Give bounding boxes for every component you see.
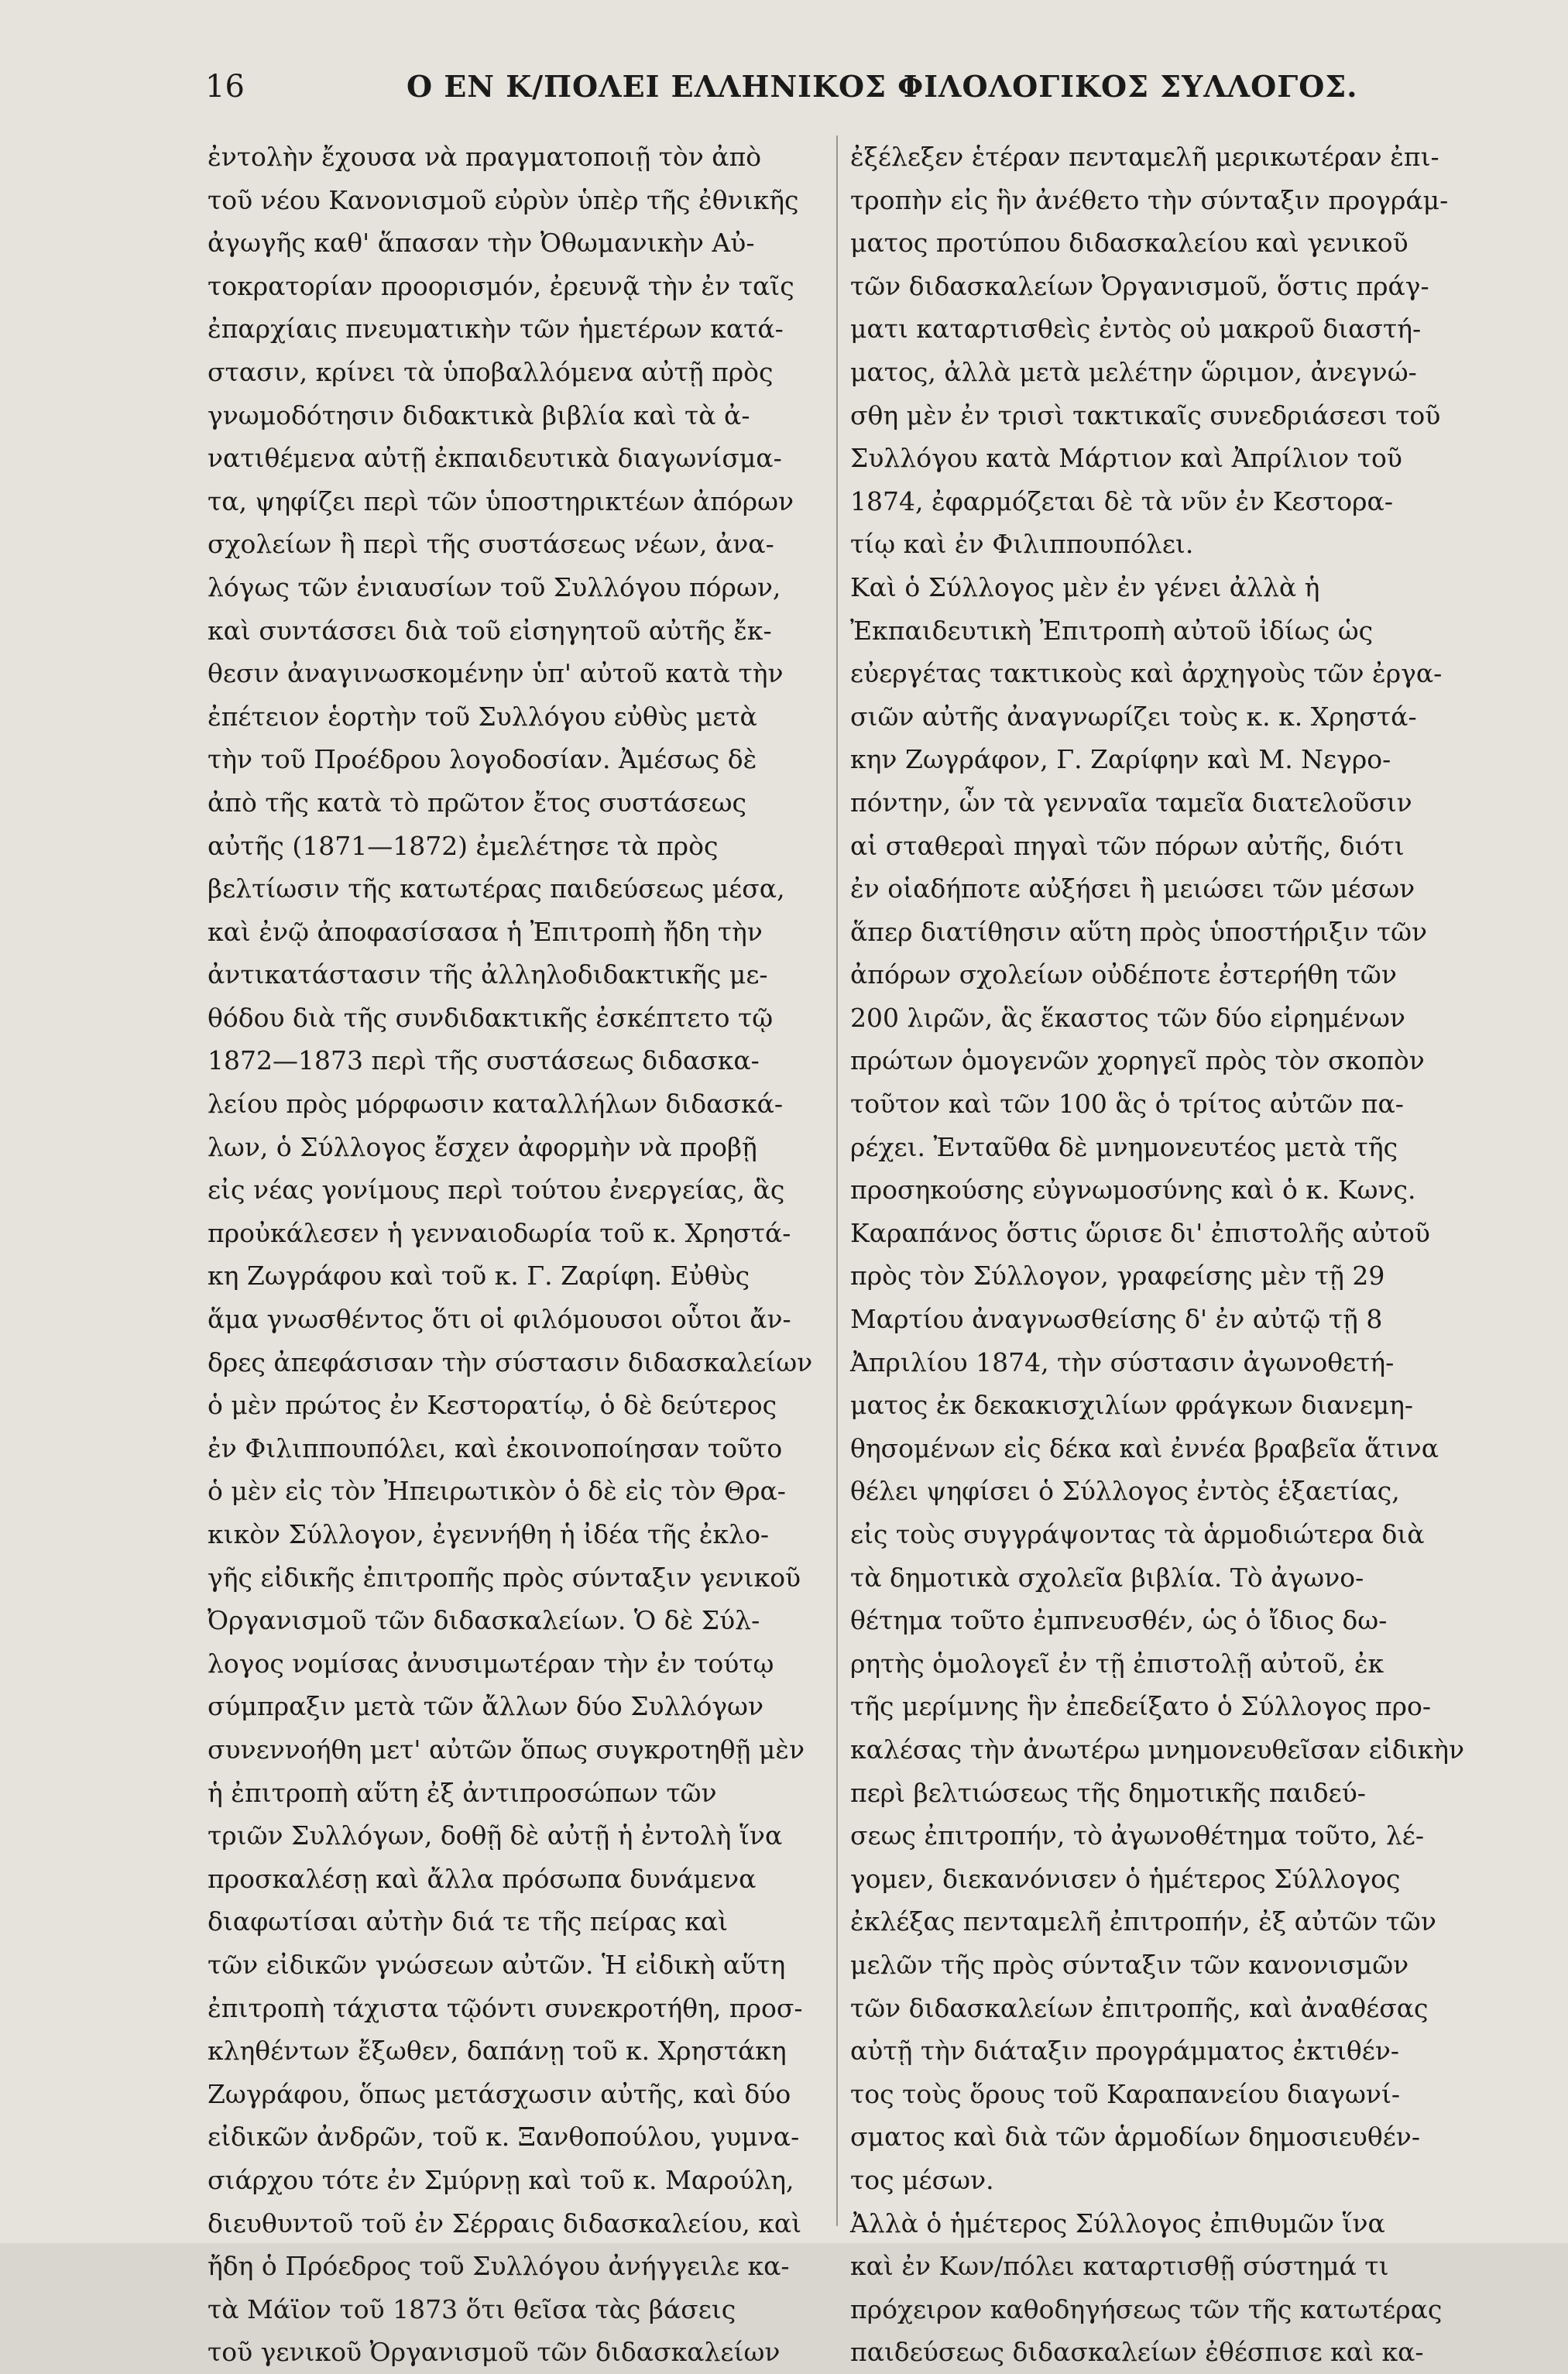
text-line: τος μέσων. — [850, 2164, 994, 2195]
text-line: Καὶ ὁ Σύλλογος μὲν ἐν γένει ἀλλὰ ἡ — [850, 571, 1320, 602]
page-header — [174, 63, 1491, 110]
left-column — [208, 136, 827, 2374]
text-line: τοῦ νέου Κανονισμοῦ εὐρὺν ὑπὲρ τῆς ἐθνικῆς — [208, 184, 799, 215]
text-line: ἅπερ διατίθησιν αὕτη πρὸς ὑποστήριξιν τῶν — [850, 916, 1428, 947]
text-line: αὐτῆς (1871—1872) ἐμελέτησε τὰ πρὸς — [208, 830, 719, 861]
text-line: εἰδικῶν ἀνδρῶν, τοῦ κ. Ξανθοπούλου, γυμνα- — [208, 2122, 800, 2153]
text-line: θέτημα τοῦτο ἐμπνευσθέν, ὡς ὁ ἴδιος δω- — [850, 1605, 1388, 1636]
text-line: ἐν οἱαδήποτε αὐξήσει ἢ μειώσει τῶν μέσων — [850, 873, 1415, 904]
text-line: καὶ συντάσσει διὰ τοῦ εἰσηγητοῦ αὐτῆς ἔκ- — [208, 615, 772, 646]
column-divider — [836, 136, 838, 2226]
text-line: ἐκλέξας πενταμελῆ ἐπιτροπήν, ἐξ αὐτῶν τῶν — [850, 1906, 1436, 1937]
text-line: τροπὴν εἰς ἣν ἀνέθετο τὴν σύνταξιν προγράμ- — [850, 184, 1449, 215]
text-line: θεσιν ἀναγινωσκομένην ὑπ' αὐτοῦ κατὰ τὴν — [208, 658, 784, 689]
text-line: τὴν τοῦ Προέδρου λογοδοσίαν. Ἀμέσως δὲ — [208, 744, 757, 775]
text-line: βελτίωσιν τῆς κατωτέρας παιδεύσεως μέσα, — [208, 873, 785, 904]
text-line: ἐν Φιλιππουπόλει, καὶ ἐκοινοποίησαν τοῦτο — [208, 1432, 783, 1463]
text-line: σύμπραξιν μετὰ τῶν ἄλλων δύο Συλλόγων — [208, 1691, 764, 1722]
text-line: εὐεργέτας τακτικοὺς καὶ ἀρχηγοὺς τῶν ἐργα- — [850, 658, 1443, 689]
text-line: πρόχειρον καθοδηγήσεως τῶν τῆς κατωτέρας — [850, 2293, 1443, 2324]
text-line: τῶν διδασκαλείων Ὀργανισμοῦ, ὅστις πράγ- — [850, 270, 1429, 301]
text-line: κικὸν Σύλλογον, ἐγεννήθη ἡ ἰδέα τῆς ἐκλο- — [208, 1519, 770, 1549]
text-line: τίῳ καὶ ἐν Φιλιππουπόλει. — [850, 529, 1194, 560]
text-line: θησομένων εἰς δέκα καὶ ἐννέα βραβεῖα ἅτινα — [850, 1432, 1439, 1463]
text-line: 200 λιρῶν, ἃς ἕκαστος τῶν δύο εἰρημένων — [850, 1002, 1405, 1033]
text-line: ἡ ἐπιτροπὴ αὕτη ἐξ ἀντιπροσώπων τῶν — [208, 1777, 717, 1808]
text-line: ματος προτύπου διδασκαλείου καὶ γενικοῦ — [850, 228, 1408, 259]
text-line: ματος, ἀλλὰ μετὰ μελέτην ὥριμον, ἀνεγνώ- — [850, 356, 1417, 387]
text-line: σιάρχου τότε ἐν Σμύρνῃ καὶ τοῦ κ. Μαρούλη, — [208, 2164, 794, 2195]
text-line: ματος ἐκ δεκακισχιλίων φράγκων διανεμη- — [850, 1390, 1414, 1421]
text-line: λόγως τῶν ἐνιαυσίων τοῦ Συλλόγου πόρων, — [208, 571, 781, 602]
text-line: σματος καὶ διὰ τῶν ἁρμοδίων δημοσιευθέν- — [850, 2122, 1421, 2153]
text-line: εἰς τοὺς συγγράψοντας τὰ ἁρμοδιώτερα διὰ — [850, 1519, 1425, 1549]
text-line: τῶν διδασκαλείων ἐπιτροπῆς, καὶ ἀναθέσας — [850, 1992, 1429, 2023]
text-line: παιδεύσεως διδασκαλείων ἐθέσπισε καὶ κα- — [850, 2337, 1424, 2368]
text-line: προὐκάλεσεν ἡ γενναιοδωρία τοῦ κ. Χρηστά- — [208, 1217, 791, 1248]
text-line: τῶν εἰδικῶν γνώσεων αὐτῶν. Ἡ εἰδικὴ αὕτη — [208, 1949, 786, 1980]
text-line: Ἀλλὰ ὁ ἡμέτερος Σύλλογος ἐπιθυμῶν ἵνα — [850, 2208, 1385, 2238]
running-title: Ο ΕΝ Κ/ΠΟΛΕΙ ΕΛΛΗΝΙΚΟΣ ΦΙΛΟΛΟΓΙΚΟΣ ΣΥΛΛΟΓΟΣ. — [407, 69, 1358, 104]
text-line: κη Ζωγράφου καὶ τοῦ κ. Γ. Ζαρίφη. Εὐθὺς — [208, 1261, 750, 1292]
text-line: ἀπὸ τῆς κατὰ τὸ πρῶτον ἔτος συστάσεως — [208, 787, 747, 818]
text-line: λογος νομίσας ἀνυσιμωτέραν τὴν ἐν τούτῳ — [208, 1648, 774, 1679]
text-line: Ἐκπαιδευτικὴ Ἐπιτροπὴ αὐτοῦ ἰδίως ὡς — [850, 615, 1374, 646]
text-line: Ὀργανισμοῦ τῶν διδασκαλείων. Ὁ δὲ Σύλ- — [208, 1605, 760, 1636]
text-line: τος τοὺς ὅρους τοῦ Καραπανείου διαγωνί- — [850, 2078, 1401, 2109]
text-line: ἀγωγῆς καθ' ἅπασαν τὴν Ὀθωμανικὴν Αὐ- — [208, 228, 755, 259]
text-line: πόντην, ὧν τὰ γενναῖα ταμεῖα διατελοῦσιν — [850, 787, 1412, 818]
text-line: ἀντικατάστασιν τῆς ἀλληλοδιδακτικῆς με- — [208, 959, 768, 990]
text-line: ὁ μὲν πρώτος ἐν Κεστορατίῳ, ὁ δὲ δεύτερος — [208, 1390, 777, 1421]
text-line: προσκαλέσῃ καὶ ἄλλα πρόσωπα δυνάμενα — [208, 1863, 757, 1894]
text-line: στασιν, κρίνει τὰ ὑποβαλλόμενα αὐτῇ πρὸς — [208, 356, 774, 387]
text-line: ἐπέτειον ἑορτὴν τοῦ Συλλόγου εὐθὺς μετὰ — [208, 701, 757, 732]
text-line: ρητὴς ὁμολογεῖ ἐν τῇ ἐπιστολῇ αὐτοῦ, ἐκ — [850, 1648, 1384, 1679]
text-line: γῆς εἰδικῆς ἐπιτροπῆς πρὸς σύνταξιν γενικοῦ — [208, 1562, 801, 1593]
text-line: γομεν, διεκανόνισεν ὁ ἡμέτερος Σύλλογος — [850, 1863, 1401, 1894]
text-line: τοῦτον καὶ τῶν 100 ἃς ὁ τρίτος αὐτῶν πα- — [850, 1089, 1404, 1120]
text-line: ρέχει. Ἐνταῦθα δὲ μνημονευτέος μετὰ τῆς — [850, 1131, 1398, 1162]
text-line: 1872—1873 περὶ τῆς συστάσεως διδασκα- — [208, 1045, 760, 1076]
text-line: σθη μὲν ἐν τρισὶ τακτικαῖς συνεδριάσεσι τοῦ — [850, 400, 1441, 431]
text-line: γνωμοδότησιν διδακτικὰ βιβλία καὶ τὰ ἀ- — [208, 400, 750, 431]
text-line: θόδου διὰ τῆς συνδιδακτικῆς ἐσκέπτετο τῷ — [208, 1002, 774, 1033]
text-line: αὐτῇ τὴν διάταξιν προγράμματος ἐκτιθέν- — [850, 2036, 1400, 2067]
text-line: πρώτων ὁμογενῶν χορηγεῖ πρὸς τὸν σκοπὸν — [850, 1045, 1425, 1076]
text-line: αἱ σταθεραὶ πηγαὶ τῶν πόρων αὐτῆς, διότι — [850, 830, 1405, 861]
text-line: ἐπιτροπὴ τάχιστα τῷόντι συνεκροτήθη, προσ- — [208, 1992, 803, 2023]
text-line: τοῦ γενικοῦ Ὀργανισμοῦ τῶν διδασκαλείων — [208, 2337, 781, 2368]
text-line: περὶ βελτιώσεως τῆς δημοτικῆς παιδεύ- — [850, 1777, 1366, 1808]
text-line: ἤδη ὁ Πρόεδρος τοῦ Συλλόγου ἀνήγγειλε κα- — [208, 2251, 790, 2282]
text-line: καὶ ἐνῷ ἀποφασίσασα ἡ Ἐπιτροπὴ ἤδη τὴν — [208, 916, 763, 947]
text-line: θέλει ψηφίσει ὁ Σύλλογος ἐντὸς ἑξαετίας, — [850, 1476, 1400, 1507]
text-line: λείου πρὸς μόρφωσιν καταλλήλων διδασκά- — [208, 1089, 784, 1120]
text-line: ἐντολὴν ἔχουσα νὰ πραγματοποιῇ τὸν ἀπὸ — [208, 142, 762, 172]
text-line: σχολείων ἢ περὶ τῆς συστάσεως νέων, ἀνα- — [208, 529, 774, 560]
text-line: τὰ Μάϊον τοῦ 1873 ὅτι θεῖσα τὰς βάσεις — [208, 2293, 736, 2324]
text-line: τριῶν Συλλόγων, δοθῇ δὲ αὐτῇ ἡ ἐντολὴ ἵνα — [208, 1820, 783, 1851]
text-line: καὶ ἐν Κων/πόλει καταρτισθῇ σύστημά τι — [850, 2251, 1389, 2282]
text-line: προσηκούσης εὐγνωμοσύνης καὶ ὁ κ. Κωνς. — [850, 1175, 1416, 1206]
text-line: καλέσας τὴν ἀνωτέρω μνημονευθεῖσαν εἰδικὴν — [850, 1734, 1465, 1765]
text-line: ἐπαρχίαις πνευματικὴν τῶν ἡμετέρων κατά- — [208, 314, 784, 345]
text-line: λων, ὁ Σύλλογος ἔσχεν ἀφορμὴν νὰ προβῇ — [208, 1131, 757, 1162]
text-line: Ζωγράφου, ὅπως μετάσχωσιν αὐτῆς, καὶ δύο — [208, 2078, 791, 2109]
text-line: κληθέντων ἔξωθεν, δαπάνῃ τοῦ κ. Χρηστάκη — [208, 2036, 787, 2067]
text-line: κην Ζωγράφον, Γ. Ζαρίφην καὶ Μ. Νεγρο- — [850, 744, 1391, 775]
text-line: συνεννοήθη μετ' αὐτῶν ὅπως συγκροτηθῇ μὲν — [208, 1734, 805, 1765]
text-line: ματι καταρτισθεὶς ἐντὸς οὐ μακροῦ διαστή- — [850, 314, 1422, 345]
right-column — [850, 136, 1474, 2374]
text-line: διευθυντοῦ τοῦ ἐν Σέρραις διδασκαλείου, καὶ — [208, 2208, 802, 2238]
text-line: τοκρατορίαν προορισμόν, ἐρευνᾷ τὴν ἐν ταῖς — [208, 270, 794, 301]
text-line: Συλλόγου κατὰ Μάρτιον καὶ Ἀπρίλιον τοῦ — [850, 443, 1402, 474]
text-line: σιῶν αὐτῆς ἀναγνωρίζει τοὺς κ. κ. Χρηστά- — [850, 701, 1417, 732]
text-line: πρὸς τὸν Σύλλογον, γραφείσης μὲν τῇ 29 — [850, 1261, 1385, 1292]
page-number: 16 — [205, 69, 245, 105]
text-line: τὰ δημοτικὰ σχολεῖα βιβλία. Τὸ ἀγωνο- — [850, 1562, 1364, 1593]
text-line: Καραπάνος ὅστις ὥρισε δι' ἐπιστολῆς αὐτοῦ — [850, 1217, 1430, 1248]
text-line: σεως ἐπιτροπήν, τὸ ἀγωνοθέτημα τοῦτο, λέ- — [850, 1820, 1424, 1851]
text-line: δρες ἀπεφάσισαν τὴν σύστασιν διδασκαλείων — [208, 1347, 813, 1377]
text-line: ἅμα γνωσθέντος ὅτι οἱ φιλόμουσοι οὗτοι ἄν- — [208, 1304, 791, 1335]
text-line: διαφωτίσαι αὐτὴν διά τε τῆς πείρας καὶ — [208, 1906, 729, 1937]
text-line: ἀπόρων σχολείων οὐδέποτε ἐστερήθη τῶν — [850, 959, 1397, 990]
text-line: μελῶν τῆς πρὸς σύνταξιν τῶν κανονισμῶν — [850, 1949, 1409, 1980]
text-line: τα, ψηφίζει περὶ τῶν ὑποστηρικτέων ἀπόρων — [208, 485, 794, 516]
text-line: Μαρτίου ἀναγνωσθείσης δ' ἐν αὐτῷ τῇ 8 — [850, 1304, 1383, 1335]
text-line: τῆς μερίμνης ἣν ἐπεδείξατο ὁ Σύλλογος προ- — [850, 1691, 1432, 1722]
text-line: ἐξέλεξεν ἑτέραν πενταμελῆ μερικωτέραν ἐπι- — [850, 142, 1439, 172]
text-line: νατιθέμενα αὐτῇ ἐκπαιδευτικὰ διαγωνίσμα- — [208, 443, 782, 474]
text-line: Ἀπριλίου 1874, τὴν σύστασιν ἀγωνοθετή- — [850, 1347, 1395, 1377]
text-line: εἰς νέας γονίμους περὶ τούτου ἐνεργείας, ἃς — [208, 1175, 785, 1206]
text-line: ὁ μὲν εἰς τὸν Ἠπειρωτικὸν ὁ δὲ εἰς τὸν Θρα- — [208, 1476, 786, 1507]
text-line: 1874, ἐφαρμόζεται δὲ τὰ νῦν ἐν Κεστορα- — [850, 485, 1393, 516]
